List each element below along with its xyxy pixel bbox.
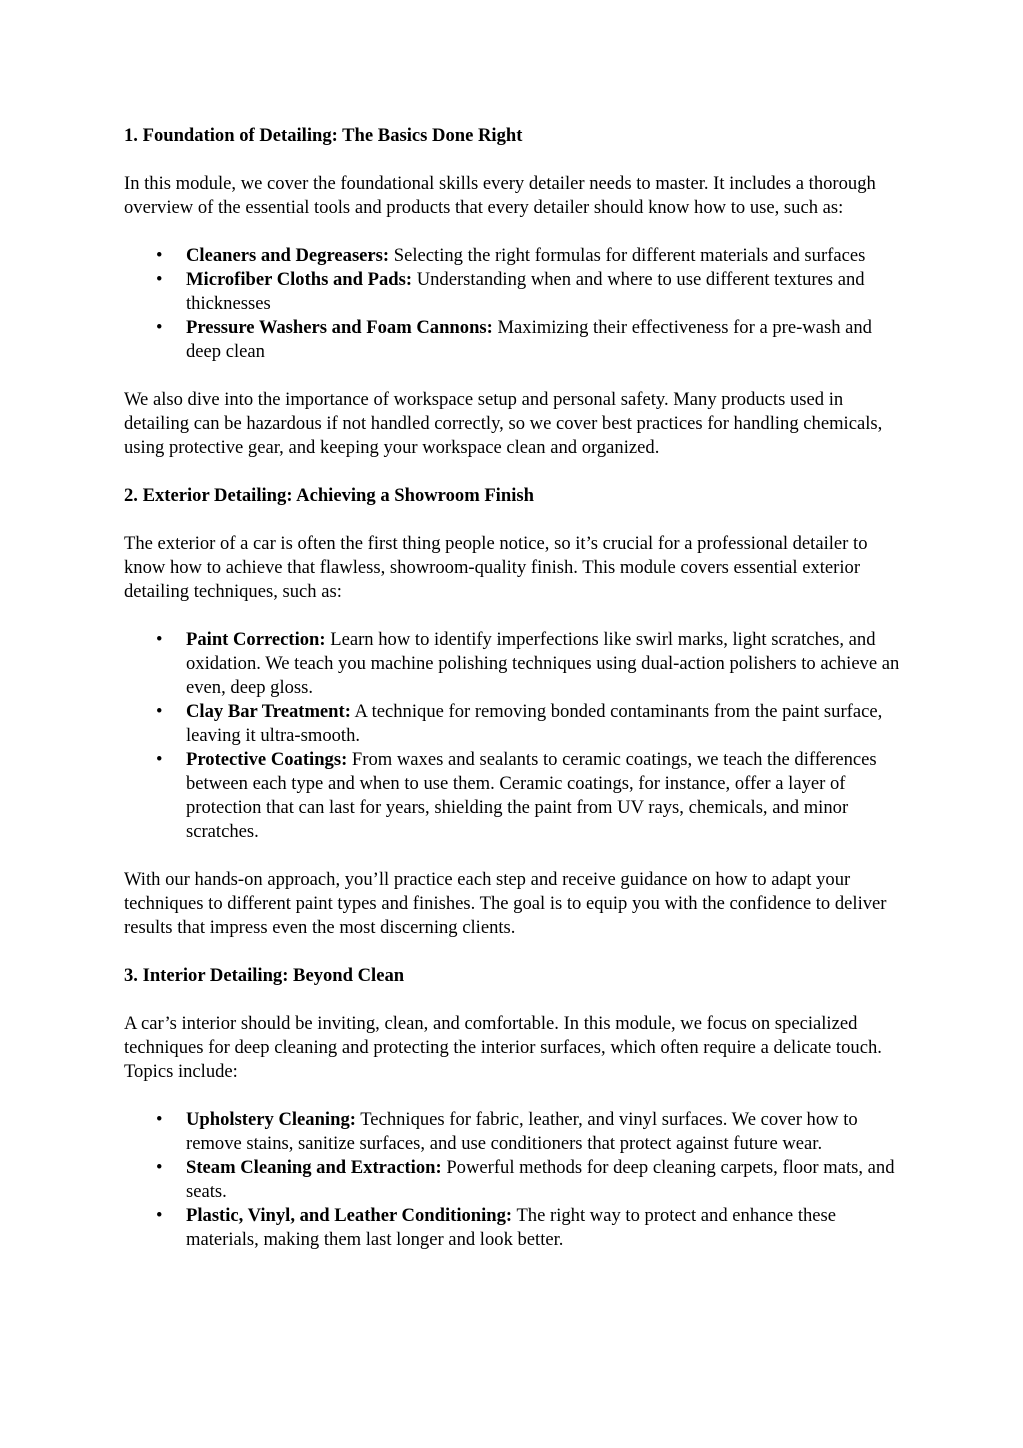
list-item-term: Paint Correction: bbox=[186, 629, 326, 650]
bullet-icon: • bbox=[156, 1157, 163, 1178]
section-heading: 3. Interior Detailing: Beyond Clean bbox=[124, 965, 405, 986]
bullet-icon: • bbox=[156, 1109, 163, 1130]
section-heading: 2. Exterior Detailing: Achieving a Showroom Finish bbox=[124, 485, 534, 506]
bullet-list bbox=[124, 244, 904, 364]
bullet-icon: • bbox=[156, 245, 163, 266]
list-item bbox=[124, 1156, 904, 1204]
list-item-term: Steam Cleaning and Extraction: bbox=[186, 1157, 442, 1178]
section-outro: With our hands-on approach, you’ll practice each step and receive guidance on how to adapt your techniques to different paint types and finishes. The goal is to equip you with the confidence to deliver results that impress even the most discerning clients. bbox=[124, 869, 887, 938]
bullet-icon: • bbox=[156, 749, 163, 770]
bullet-list bbox=[124, 628, 904, 844]
list-item-term: Microfiber Cloths and Pads: bbox=[186, 269, 413, 290]
list-item-text: The right way to protect and enhance these materials, making them last longer and look better. bbox=[186, 1205, 837, 1250]
bullet-icon: • bbox=[156, 1205, 163, 1226]
list-item-text: From waxes and sealants to ceramic coatings, we teach the differences between each type and when to use them. Ceramic coatings, for instance, offer a layer of protection that can last for years, shielding the paint from UV rays, chemicals, and minor scratches. bbox=[186, 749, 877, 842]
list-item bbox=[124, 700, 904, 748]
list-item-text: Understanding when and where to use different textures and thicknesses bbox=[186, 269, 865, 314]
bullet-icon: • bbox=[156, 629, 163, 650]
section-heading: 1. Foundation of Detailing: The Basics Done Right bbox=[124, 125, 523, 146]
list-item-term: Pressure Washers and Foam Cannons: bbox=[186, 317, 493, 338]
section-intro: A car’s interior should be inviting, clean, and comfortable. In this module, we focus on specialized techniques for deep cleaning and protecting the interior surfaces, which often require a delicate touch. Topics include: bbox=[124, 1013, 882, 1082]
bullet-list bbox=[124, 1108, 904, 1252]
list-item-text: Maximizing their effectiveness for a pre-wash and deep clean bbox=[186, 317, 872, 362]
list-item-term: Protective Coatings: bbox=[186, 749, 348, 770]
section-intro: The exterior of a car is often the first thing people notice, so it’s crucial for a professional detailer to know how to achieve that flawless, showroom-quality finish. This module covers essential exterior detailing techniques, such as: bbox=[124, 533, 868, 602]
list-item bbox=[124, 268, 904, 316]
document-page bbox=[124, 124, 904, 1276]
list-item bbox=[124, 316, 904, 364]
bullet-icon: • bbox=[156, 317, 163, 338]
section-interior bbox=[124, 964, 904, 1252]
section-exterior bbox=[124, 484, 904, 940]
list-item-text: Learn how to identify imperfections like swirl marks, light scratches, and oxidation. We teach you machine polishing techniques using dual-action polishers to achieve an even, deep gloss. bbox=[186, 629, 900, 698]
list-item bbox=[124, 1204, 904, 1252]
section-intro: In this module, we cover the foundational skills every detailer needs to master. It includes a thorough overview of the essential tools and products that every detailer should know how to use, such as: bbox=[124, 173, 876, 218]
list-item-term: Cleaners and Degreasers: bbox=[186, 245, 390, 266]
bullet-icon: • bbox=[156, 269, 163, 290]
section-outro: We also dive into the importance of workspace setup and personal safety. Many products used in detailing can be hazardous if not handled correctly, so we cover best practices for handling chemicals, using protective gear, and keeping your workspace clean and organized. bbox=[124, 389, 883, 458]
list-item-text: Techniques for fabric, leather, and vinyl surfaces. We cover how to remove stains, sanitize surfaces, and use conditioners that protect against future wear. bbox=[186, 1109, 858, 1154]
list-item-term: Clay Bar Treatment: bbox=[186, 701, 351, 722]
list-item bbox=[124, 748, 904, 844]
list-item-term: Plastic, Vinyl, and Leather Conditioning: bbox=[186, 1205, 513, 1226]
list-item-text: A technique for removing bonded contaminants from the paint surface, leaving it ultra-smooth. bbox=[186, 701, 883, 746]
section-foundation bbox=[124, 124, 904, 460]
list-item bbox=[124, 628, 904, 700]
list-item-text: Selecting the right formulas for different materials and surfaces bbox=[389, 245, 866, 266]
bullet-icon: • bbox=[156, 701, 163, 722]
list-item-text: Powerful methods for deep cleaning carpets, floor mats, and seats. bbox=[186, 1157, 895, 1202]
list-item-term: Upholstery Cleaning: bbox=[186, 1109, 356, 1130]
list-item bbox=[124, 1108, 904, 1156]
list-item bbox=[124, 244, 904, 268]
